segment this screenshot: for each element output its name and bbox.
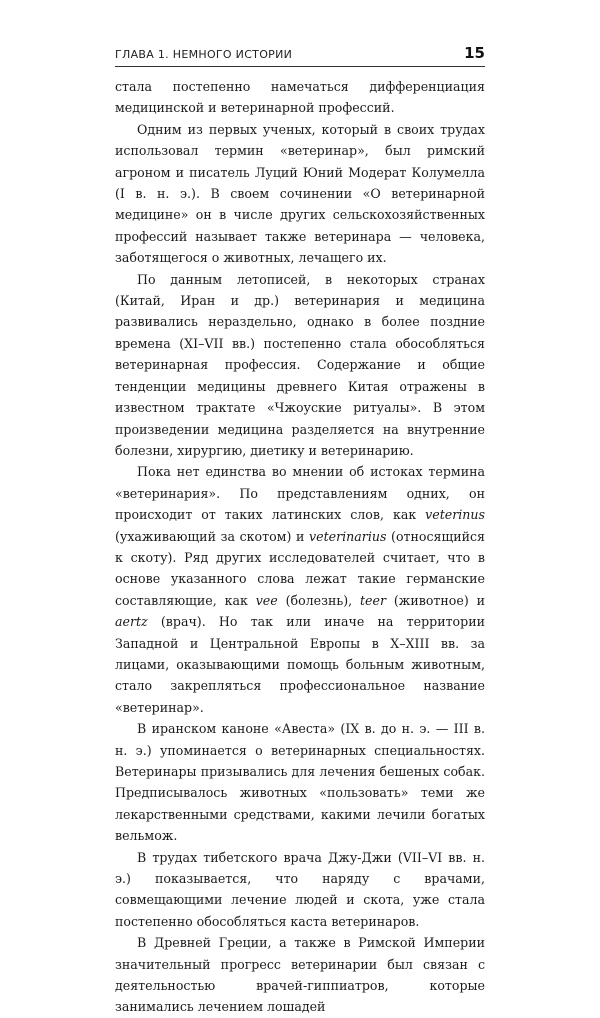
text-run: (животное) и <box>386 592 485 608</box>
paragraph-5: В иранском каноне «Авеста» (IX в. до н. э. — III в. н. э.) упоминается о ветеринарных специальностях. Ветеринары призывались для лечения бешеных собак. Предписывалось животных «пользовать» теми же лекарственными средствами, какими лечили богатых вельмож. <box>115 721 485 844</box>
body-text <box>115 76 485 1018</box>
paragraph-6: В трудах тибетского врача Джу-Джи (VII–VI вв. н. э.) показывается, что наряду с врачами, совмещающими лечение людей и скота, уже стала постепенно обособляться каста ветеринаров. <box>115 849 485 929</box>
page-number: 15 <box>464 44 485 62</box>
paragraph-2: Одним из первых ученых, который в своих трудах использовал термин «ветеринар», был римский агроном и писатель Луций Юний Модерат Колумелла (I в. н. э.). В своем сочинении «О ветеринарной медицине» он в числе других сельскохозяйственных профессий называет также ветеринара — человека, заботящегося о животных, лечащего их. <box>115 121 485 266</box>
german-term-aertz: aertz <box>115 614 148 630</box>
text-run: Пока нет единства во мнении об истоках термина «ветеринария». По представлениям одних, он происходит от таких латинских слов, как <box>115 464 485 523</box>
german-term-teer: teer <box>360 592 386 608</box>
text-run: (врач). Но так или иначе на территории Западной и Центральной Европы в X–XIII вв. за лицами, оказывающими помощь больным животным, стало закрепляться профессиональное название «ветеринар». <box>115 614 485 715</box>
running-header <box>115 44 485 67</box>
paragraph-7: В Древней Греции, а также в Римской Империи значительный прогресс ветеринарии был связан с деятельностью врачей-гиппиатров, которые занимались лечением лошадей <box>115 935 485 1015</box>
paragraph-1: стала постепенно намечаться дифференциация медицинской и ветеринарной профессий. <box>115 79 485 116</box>
latin-term-veterinus: veterinus <box>425 507 485 523</box>
paragraph-3: По данным летописей, в некоторых странах (Китай, Иран и др.) ветеринария и медицина развивались нераздельно, однако в более поздние времена (XI–VII вв.) постепенно стала обособляться ветеринарная профессия. Содержание и общие тенденции медицины древнего Китая отражены в известном трактате «Чжоуские ритуалы». В этом произведении медицина разделяется на внутренние болезни, хирургию, диетику и ветеринарию. <box>115 271 485 458</box>
chapter-title: ГЛАВА 1. НЕМНОГО ИСТОРИИ <box>115 48 293 61</box>
text-run: (болезнь), <box>277 592 360 608</box>
text-run: (ухаживающий за скотом) и <box>115 528 310 544</box>
german-term-vee: vee <box>255 592 278 608</box>
text-run: (относящийся к скоту). Ряд других исследователей считает, что в основе указанного слова лежат такие германские составляющие, как <box>115 528 485 608</box>
paragraph-4 <box>115 461 485 718</box>
latin-term-veterinarius: veterinarius <box>309 528 387 544</box>
